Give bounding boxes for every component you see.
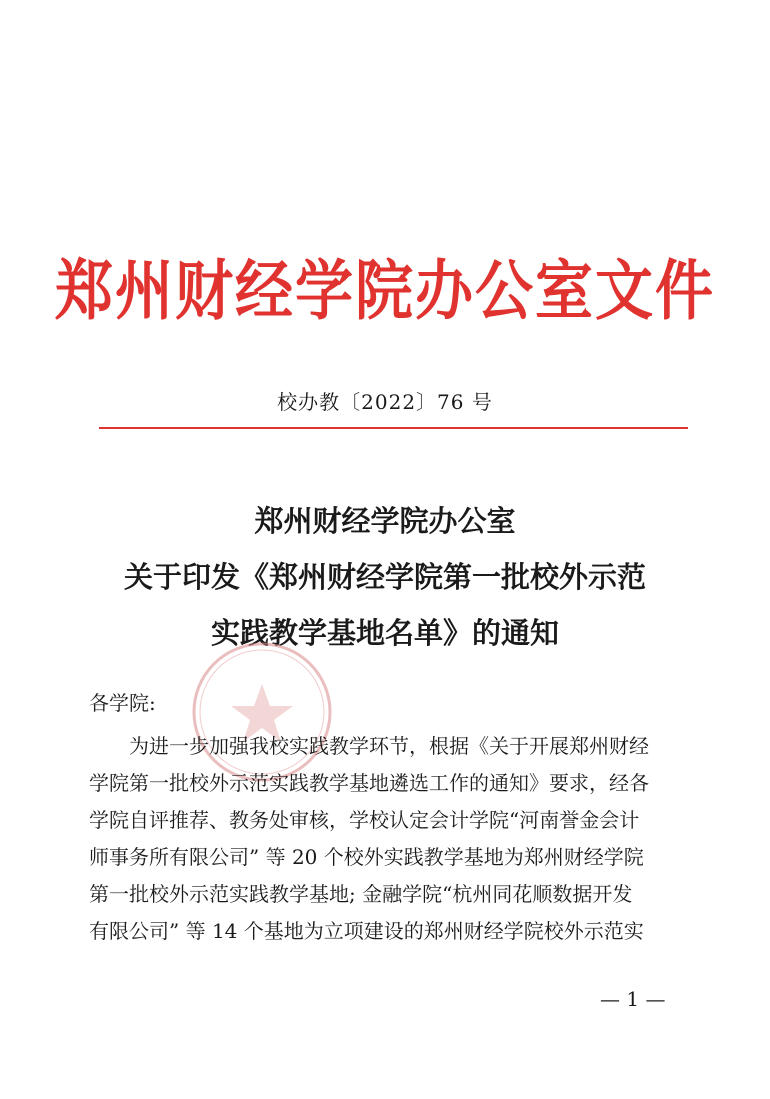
notice-title-line-2: 关于印发《郑州财经学院第一批校外示范 xyxy=(123,560,646,594)
notice-title-line-3: 实践教学基地名单》的通知 xyxy=(210,616,559,650)
page-number: — 1 — xyxy=(600,987,666,1011)
document-number: 校办教〔2022〕76 号 xyxy=(277,390,493,414)
body-text-line: 第一批校外示范实践教学基地; 金融学院“杭州同花顺数据开发 xyxy=(89,882,633,906)
notice-title-line-1: 郑州财经学院办公室 xyxy=(254,504,516,538)
body-text-line: 为进一步加强我校实践教学环节，根据《关于开展郑州财经 xyxy=(129,734,649,758)
masthead-title: 郑州财经学院办公室文件 xyxy=(54,252,715,329)
body-text-line: 有限公司” 等 14 个基地为立项建设的郑州财经学院校外示范实 xyxy=(89,919,644,943)
red-separator-line xyxy=(99,427,688,429)
salutation: 各学院: xyxy=(89,691,156,715)
body-text-line: 学院第一批校外示范实践教学基地遴选工作的通知》要求，经各 xyxy=(89,771,649,795)
body-text-line: 师事务所有限公司” 等 20 个校外实践教学基地为郑州财经学院 xyxy=(89,845,644,869)
body-text-line: 学院自评推荐、教务处审核，学校认定会计学院“河南誉金会计 xyxy=(89,808,640,832)
official-seal-stamp xyxy=(188,638,336,786)
